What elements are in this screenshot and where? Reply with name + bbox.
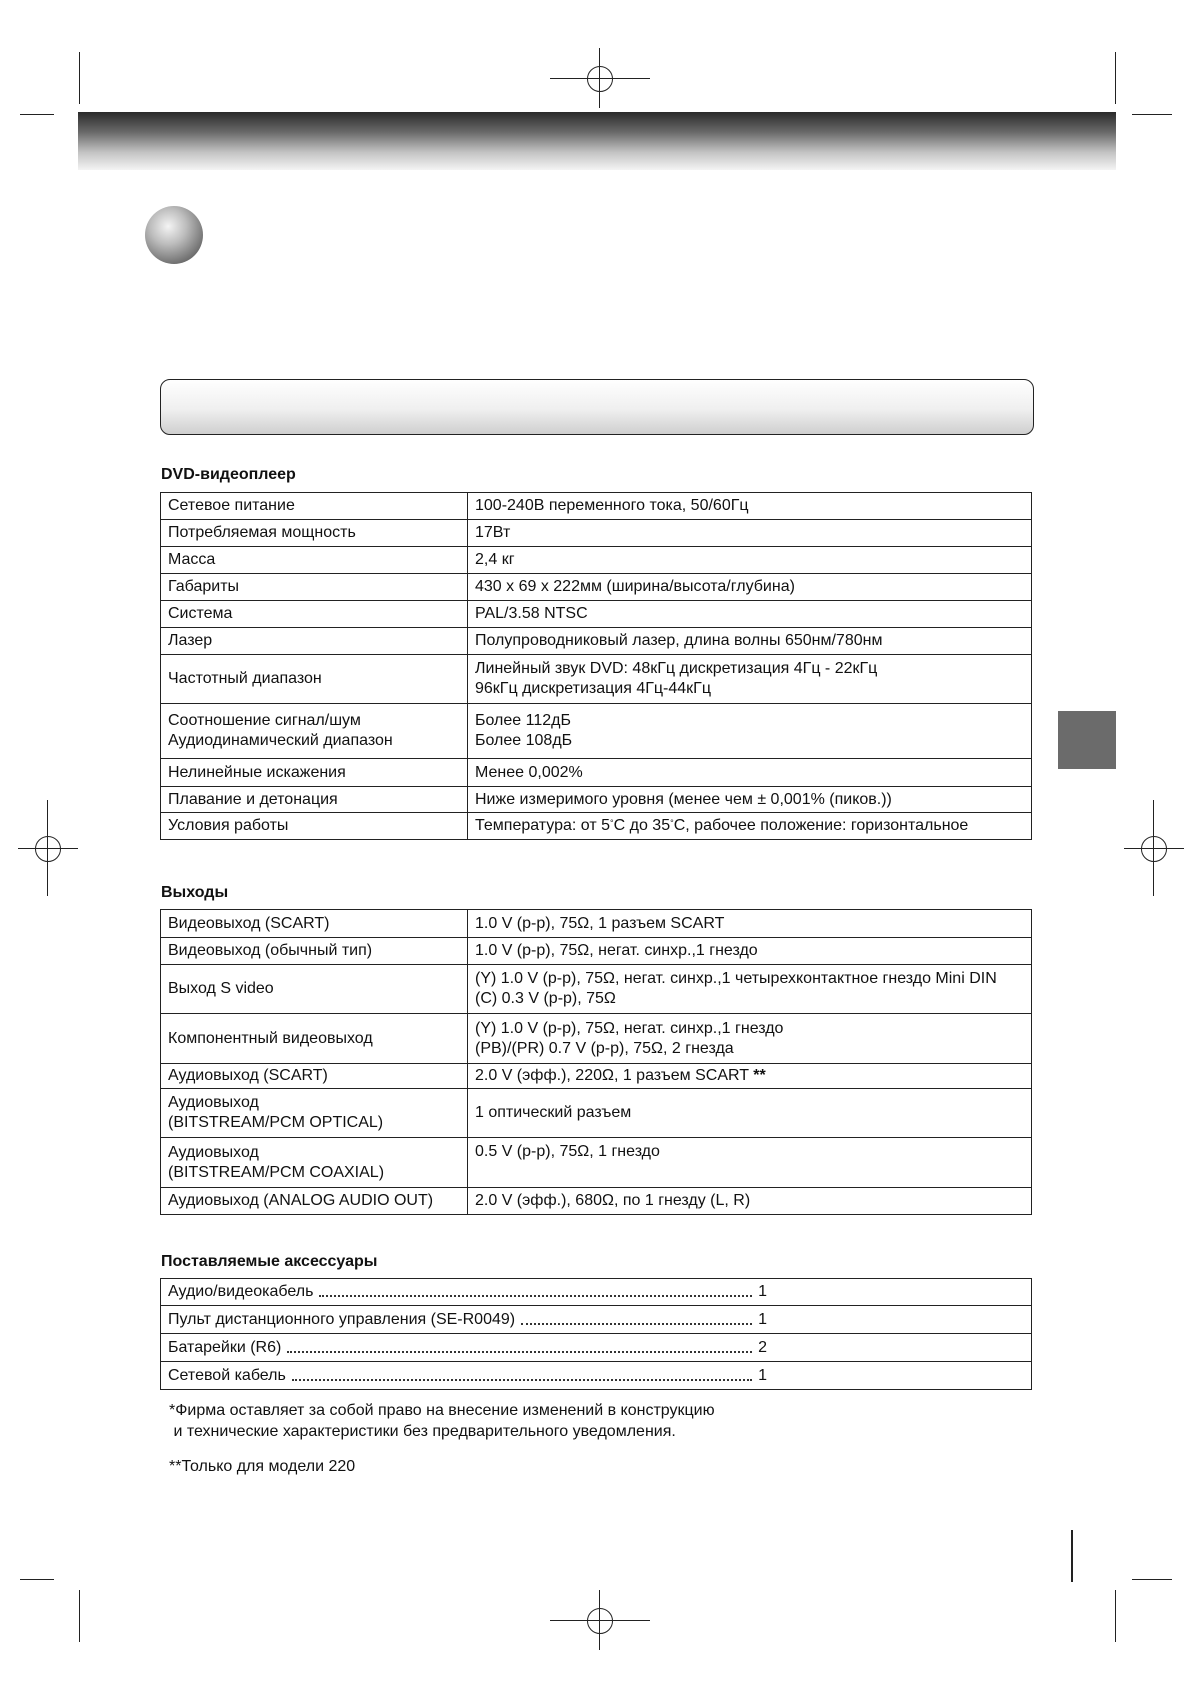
- table-row: [161, 520, 1032, 547]
- spec-value: Ниже измеримого уровня (менее чем ± 0,001% (пиков.)): [468, 787, 1032, 813]
- table-row: [161, 1064, 1032, 1089]
- table-row: [161, 574, 1032, 601]
- chapter-tab: [1058, 711, 1116, 769]
- spec-value: [468, 1064, 1032, 1089]
- table-row: [161, 1188, 1032, 1215]
- footnote-mark: **: [753, 1067, 766, 1084]
- accessory-cell: [161, 1279, 1032, 1306]
- crop-mark: [1115, 1590, 1116, 1642]
- accessory-row: [168, 1282, 767, 1302]
- table-row: [161, 1306, 1032, 1334]
- degree-mark: °: [610, 818, 614, 828]
- degree-mark: °: [670, 818, 674, 828]
- note-line: *Фирма оставляет за собой право на внесение изменений в конструкцию: [169, 1402, 715, 1419]
- spec-value: 17Вт: [468, 520, 1032, 547]
- crop-mark: [79, 1590, 80, 1642]
- crop-mark: [79, 52, 80, 104]
- spec-value: 1.0 V (p-p), 75Ω, 1 разъем SCART: [468, 910, 1032, 938]
- table-row: [161, 547, 1032, 574]
- registration-mark-bottom: [550, 1590, 650, 1650]
- spec-value: [468, 965, 1032, 1014]
- accessory-row: [168, 1338, 767, 1358]
- spec-value: Менее 0,002%: [468, 759, 1032, 787]
- crop-mark: [20, 114, 54, 115]
- spec-key: Система: [161, 601, 468, 628]
- accessory-label: Аудио/видеокабель: [168, 1283, 314, 1300]
- table-row: [161, 1279, 1032, 1306]
- leader-dots: [287, 1351, 752, 1353]
- registration-mark-right: [1124, 800, 1184, 896]
- section-bullet-icon: [145, 206, 203, 264]
- table-row: [161, 601, 1032, 628]
- header-band: [78, 112, 1116, 170]
- accessory-label: Пульт дистанционного управления (SE-R0049): [168, 1310, 516, 1328]
- accessory-row: [168, 1366, 767, 1386]
- spec-key: Плавание и детонация: [161, 787, 468, 813]
- table-row: [161, 813, 1032, 840]
- table-row: [161, 1138, 1032, 1188]
- spec-key: [161, 1089, 468, 1138]
- spec-key: Аудиовыход (SCART): [161, 1064, 468, 1089]
- outputs-section-heading: Выходы: [161, 884, 229, 901]
- spec-value-part: С, рабочее положение: горизонтальное: [673, 817, 969, 834]
- spec-key: Сетевое питание: [161, 493, 468, 520]
- registration-mark-left: [18, 800, 78, 896]
- spec-value: Полупроводниковый лазер, длина волны 650нм/780нм: [468, 628, 1032, 655]
- accessory-qty: 1: [758, 1310, 767, 1328]
- spec-value-part: Температура: от 5: [475, 817, 611, 834]
- spec-value-line: (PB)/(PR) 0.7 V (p-p), 75Ω, 2 гнезда: [475, 1039, 734, 1057]
- spec-key: Масса: [161, 547, 468, 574]
- spec-value-line: Более 112дБ: [475, 712, 571, 729]
- spec-key-line: Аудиовыход: [168, 1094, 259, 1111]
- table-row: [161, 655, 1032, 704]
- disclaimer-note: [169, 1400, 715, 1442]
- table-row: [161, 787, 1032, 813]
- accessory-cell: [161, 1334, 1032, 1362]
- table-row: [161, 493, 1032, 520]
- table-row: [161, 704, 1032, 759]
- accessory-cell: [161, 1306, 1032, 1334]
- outputs-spec-table: [160, 909, 1032, 1215]
- table-row: [161, 1362, 1032, 1390]
- accessory-label: Батарейки (R6): [168, 1338, 282, 1356]
- spec-key: [161, 704, 468, 759]
- spec-value: [468, 655, 1032, 704]
- spec-key: [161, 1138, 468, 1188]
- spec-key: Видеовыход (SCART): [161, 910, 468, 938]
- table-row: [161, 965, 1032, 1014]
- spec-key-line: (BITSTREAM/PCM OPTICAL): [168, 1114, 384, 1131]
- table-row: [161, 759, 1032, 787]
- spec-key: Выход S video: [161, 965, 468, 1014]
- spec-value: 430 x 69 x 222мм (ширина/высота/глубина): [468, 574, 1032, 601]
- accessories-table: [160, 1278, 1032, 1390]
- table-row: [161, 1089, 1032, 1138]
- spec-value: 1 оптический разъем: [468, 1089, 1032, 1138]
- spec-key: Аудиовыход (ANALOG AUDIO OUT): [161, 1188, 468, 1215]
- spec-key: Потребляемая мощность: [161, 520, 468, 547]
- spec-value-part: С до 35: [613, 817, 671, 834]
- spec-value-line: (Y) 1.0 V (p-p), 75Ω, негат. синхр.,1 четырехконтактное гнездо Mini DIN: [475, 970, 997, 987]
- spec-value: 2.0 V (эфф.), 680Ω, по 1 гнезду (L, R): [468, 1188, 1032, 1215]
- spec-value: 100-240В переменного тока, 50/60Гц: [468, 493, 1032, 520]
- spec-key-line: Соотношение сигнал/шум: [168, 712, 361, 729]
- crop-mark: [1115, 52, 1116, 104]
- spec-value-line: 96кГц дискретизация 4Гц-44кГц: [475, 680, 711, 697]
- leader-dots: [292, 1379, 752, 1381]
- accessory-qty: 1: [758, 1283, 767, 1300]
- accessory-row: [168, 1310, 767, 1330]
- spec-value: [468, 704, 1032, 759]
- crop-mark: [1071, 1530, 1073, 1582]
- table-row: [161, 910, 1032, 938]
- leader-dots: [521, 1323, 752, 1325]
- table-row: [161, 628, 1032, 655]
- table-row: [161, 938, 1032, 965]
- spec-value-line: (Y) 1.0 V (p-p), 75Ω, негат. синхр.,1 гнездо: [475, 1019, 784, 1037]
- spec-key: Лазер: [161, 628, 468, 655]
- crop-mark: [1132, 1579, 1172, 1580]
- spec-key-line: Аудиодинамический диапазон: [168, 732, 393, 749]
- spec-key: Видеовыход (обычный тип): [161, 938, 468, 965]
- spec-key-line: Аудиовыход: [168, 1143, 259, 1161]
- spec-value: [468, 1014, 1032, 1064]
- spec-key-line: (BITSTREAM/PCM COAXIAL): [168, 1163, 385, 1181]
- accessory-cell: [161, 1362, 1032, 1390]
- accessory-qty: 1: [758, 1366, 767, 1384]
- crop-mark: [20, 1579, 54, 1580]
- model-footnote: **Только для модели 220: [169, 1458, 356, 1475]
- spec-key: Условия работы: [161, 813, 468, 840]
- spec-key: Компонентный видеовыход: [161, 1014, 468, 1064]
- accessory-qty: 2: [758, 1338, 767, 1356]
- spec-key: Габариты: [161, 574, 468, 601]
- spec-value-line: (C) 0.3 V (p-p), 75Ω: [475, 990, 616, 1007]
- spec-value: 1.0 V (p-p), 75Ω, негат. синхр.,1 гнездо: [468, 938, 1032, 965]
- registration-mark-top: [550, 48, 650, 108]
- dvd-spec-table: [160, 492, 1032, 840]
- crop-mark: [1132, 114, 1172, 115]
- spec-key: Частотный диапазон: [161, 655, 468, 704]
- title-box: [160, 379, 1034, 435]
- spec-value-line: Линейный звук DVD: 48кГц дискретизация 4Гц - 22кГц: [475, 660, 878, 677]
- table-row: [161, 1014, 1032, 1064]
- spec-value: 0.5 V (p-p), 75Ω, 1 гнездо: [468, 1138, 1032, 1188]
- spec-key: Нелинейные искажения: [161, 759, 468, 787]
- spec-value-line: Более 108дБ: [475, 732, 573, 749]
- leader-dots: [319, 1295, 752, 1297]
- dvd-section-heading: DVD-видеоплеер: [161, 466, 296, 483]
- accessory-label: Сетевой кабель: [168, 1366, 286, 1384]
- accessories-section-heading: Поставляемые аксессуары: [161, 1253, 378, 1270]
- spec-value: 2,4 кг: [468, 547, 1032, 574]
- spec-value: PAL/3.58 NTSC: [468, 601, 1032, 628]
- spec-value: [468, 813, 1032, 840]
- note-line: и технические характеристики без предварительного уведомления.: [169, 1423, 676, 1440]
- spec-value-text: 2.0 V (эфф.), 220Ω, 1 разъем SCART: [475, 1067, 749, 1084]
- table-row: [161, 1334, 1032, 1362]
